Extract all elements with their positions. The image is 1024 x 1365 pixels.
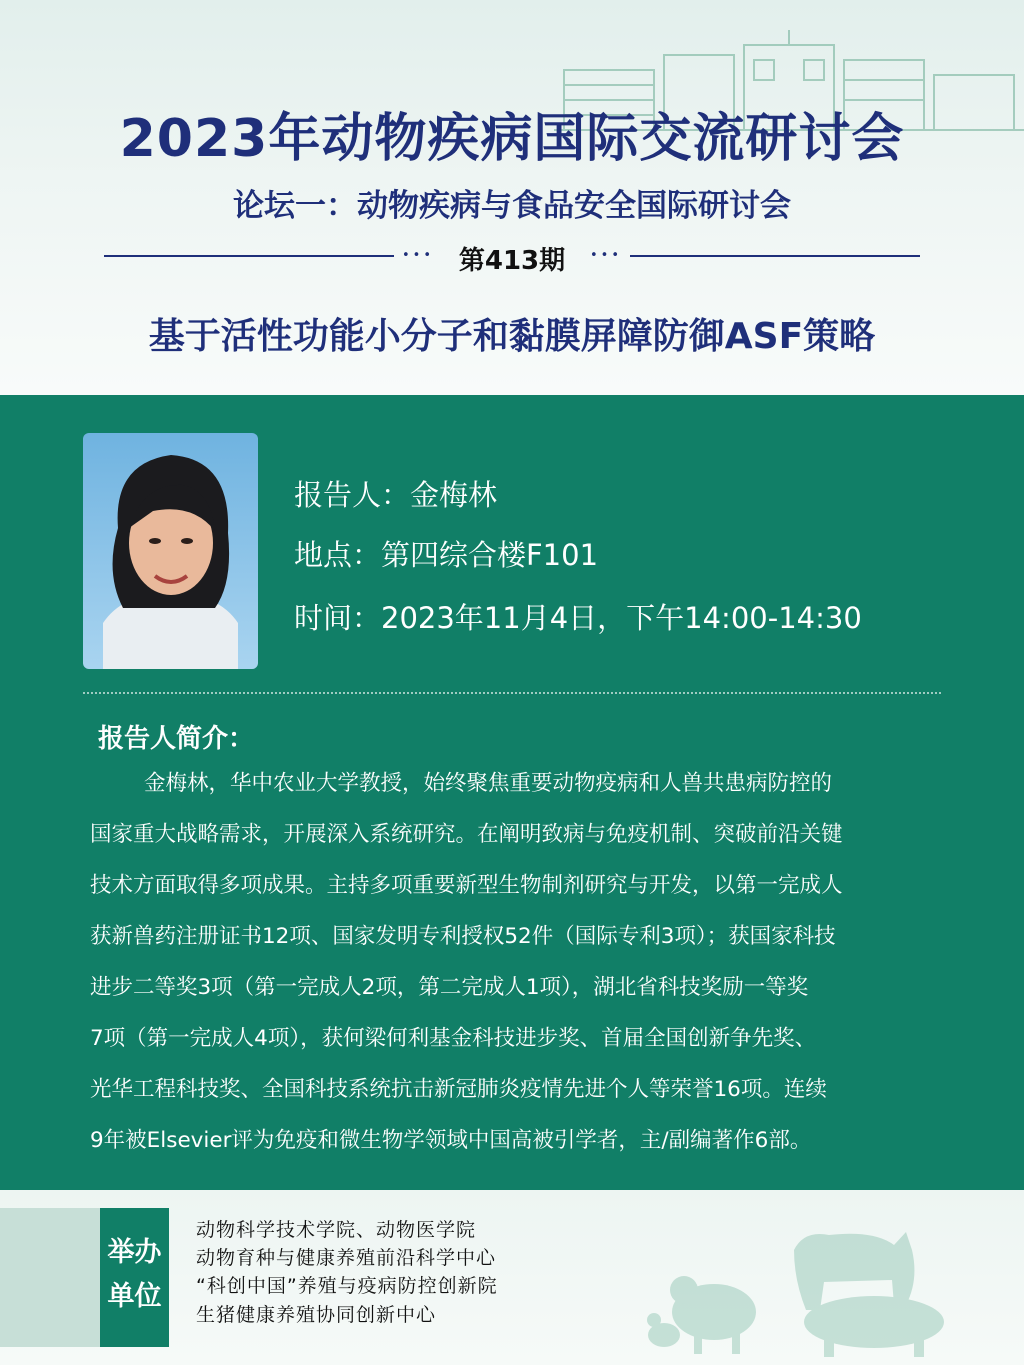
event-title: 2023年动物疾病国际交流研讨会 (119, 109, 905, 169)
bio-line: 获新兽药注册证书12项、国家发明专利授权52件（国际专利3项）；获国家科技 (90, 924, 836, 949)
sponsor-label (100, 1208, 169, 1347)
bio-line: 7项（第一完成人4项），获何梁何利基金科技进步奖、首届全国创新争先奖、 (90, 1026, 817, 1051)
bio-heading: 报告人简介： (98, 724, 255, 754)
bio-line: 9年被Elsevier评为免疫和微生物学领域中国高被引学者，主/副编著作6部。 (90, 1128, 812, 1153)
sponsor-org: 生猪健康养殖协同创新中心 (196, 1304, 437, 1326)
dotted-divider (83, 692, 941, 694)
bio-line: 国家重大战略需求，开展深入系统研究。在阐明致病与免疫机制、突破前沿关键 (90, 822, 843, 847)
bio-text (90, 758, 936, 1166)
sponsor-org: 动物育种与健康养殖前沿科学中心 (196, 1247, 497, 1269)
sponsor-org: 动物科学技术学院、动物医学院 (196, 1219, 477, 1241)
issue-row (104, 238, 920, 274)
speaker-panel (0, 395, 1024, 1190)
sponsor-org: “科创中国”养殖与疫病防控创新院 (196, 1275, 498, 1297)
speaker-portrait-icon (83, 433, 258, 669)
dots-ornament-right-icon: ••• (589, 248, 622, 263)
sponsor-footer (0, 1190, 1024, 1365)
sponsor-label-line1: 举办 (107, 1237, 162, 1268)
talk-time: 时间：2023年11月4日，下午14:00-14:30 (294, 601, 862, 635)
talk-location: 地点：第四综合楼F101 (294, 538, 599, 572)
speaker-photo (83, 433, 258, 669)
footer-stripe (0, 1208, 100, 1347)
speaker-name: 报告人：金梅林 (294, 478, 498, 512)
bio-line: 光华工程科技奖、全国科技系统抗击新冠肺炎疫情先进个人等荣誉16项。连续 (90, 1077, 827, 1102)
bio-line: 技术方面取得多项成果。主持多项重要新型生物制剂研究与开发，以第一完成人 (90, 873, 843, 898)
sponsor-label-line2: 单位 (107, 1281, 162, 1312)
bio-line: 进步二等奖3项（第一完成人2项，第二完成人1项），湖北省科技奖励一等奖 (90, 975, 809, 1000)
divider-line-right (630, 255, 920, 257)
talk-title: 基于活性功能小分子和黏膜屏障防御ASF策略 (148, 316, 876, 357)
livestock-silhouette-icon (644, 1210, 984, 1360)
dots-ornament-left-icon: ••• (402, 248, 435, 263)
issue-number: 第413期 (458, 246, 566, 276)
bio-line: 金梅林，华中农业大学教授，始终聚焦重要动物疫病和人兽共患病防控的 (144, 771, 833, 796)
poster-header (0, 0, 1024, 395)
forum-subtitle: 论坛一：动物疾病与食品安全国际研讨会 (233, 188, 791, 224)
